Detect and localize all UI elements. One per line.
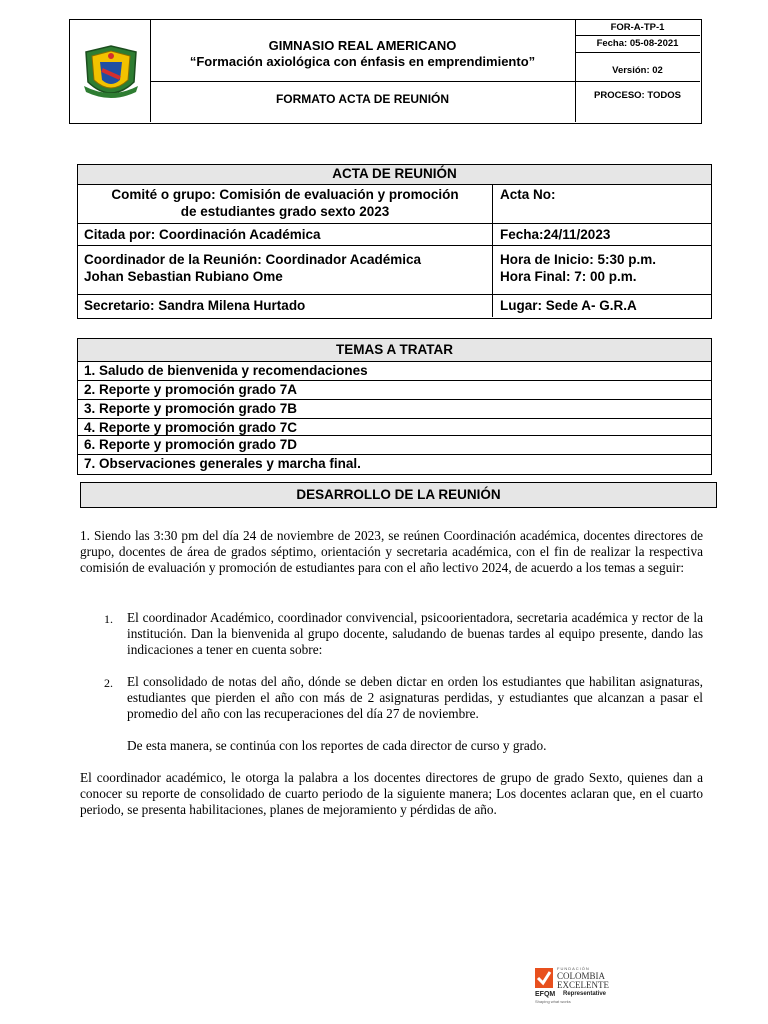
checkmark-icon (535, 968, 553, 988)
coordinator-line2: Johan Sebastian Rubiano Ome (84, 269, 283, 284)
acta-row-committee (78, 185, 711, 224)
footer-org-line1: COLOMBIA (557, 971, 606, 981)
committee-line2: de estudiantes grado sexto 2023 (180, 204, 390, 219)
title-cell (150, 20, 576, 122)
footer-efqm: EFQM (535, 991, 556, 998)
continuation-paragraph: De esta manera, se continúa con los reportes de cada director de curso y grado. (127, 738, 547, 753)
topic-item: 6. Reporte y promoción grado 7D (78, 436, 711, 455)
topics-table (77, 338, 712, 475)
school-crest-icon (80, 42, 142, 104)
topic-item: 4. Reporte y promoción grado 7C (78, 419, 711, 436)
development-heading (80, 482, 717, 508)
form-title: FORMATO ACTA DE REUNIÓN (275, 92, 450, 106)
acta-title-row (78, 165, 711, 185)
acta-table (77, 164, 712, 319)
topics-title: TEMAS A TRATAR (336, 342, 453, 357)
list-number: 2. (104, 676, 113, 690)
form-process: PROCESO: TODOS (594, 90, 681, 101)
acta-number: Acta No: (500, 187, 556, 202)
form-version: Versión: 02 (612, 65, 663, 76)
meta-cell (575, 20, 700, 122)
school-motto: “Formación axiológica con énfasis en emprendimiento” (189, 54, 536, 69)
topic-item: 1. Saludo de bienvenida y recomendaciones (78, 362, 711, 381)
development-title: DESARROLLO DE LA REUNIÓN (296, 487, 501, 502)
meeting-date: Fecha:24/11/2023 (500, 227, 611, 242)
form-code: FOR-A-TP-1 (610, 22, 665, 33)
footer-org-small: FUNDACIÓN (557, 966, 590, 971)
topics-title-row (78, 339, 711, 362)
logo-cell (70, 20, 151, 122)
footer-org-line2: EXCELENTE (557, 980, 609, 990)
coordinator-line1: Coordinador de la Reunión: Coordinador Académica (84, 252, 422, 267)
footer-logo (535, 966, 615, 1016)
topic-item: 3. Reporte y promoción grado 7B (78, 400, 711, 419)
acta-title: ACTA DE REUNIÓN (332, 166, 457, 181)
cited-by: Citada por: Coordinación Académica (84, 227, 321, 242)
document-header (69, 19, 702, 124)
intro-paragraph: 1. Siendo las 3:30 pm del día 24 de noviembre de 2023, se reúnen Coordinación académica, docentes directores de grupo, docentes de área de grados séptimo, orientación y secretaria académica, con el fin de realizar la respectiva comisión de evaluación y promoción de estudiantes para con el año lectivo 2024, de acuerdo a los temas a seguir: (80, 528, 703, 575)
committee-line1: Comité o grupo: Comisión de evaluación y promoción (111, 187, 459, 202)
acta-row-coordinator (78, 246, 711, 295)
end-time: Hora Final: 7: 00 p.m. (500, 269, 637, 284)
acta-row-secretary (78, 295, 711, 317)
closing-paragraph: El coordinador académico, le otorga la palabra a los docentes directores de grupo de grado Sexto, quienes dan a conocer su reporte de consolidado de cuarto periodo de la siguiente manera; Los docentes aclaran que, en el cuarto periodo, se presenta habilitaciones, planes de mejoramiento y pérdidas de año. (80, 770, 703, 817)
secretary: Secretario: Sandra Milena Hurtado (84, 298, 306, 313)
topic-item: 2. Reporte y promoción grado 7A (78, 381, 711, 400)
list-item-2: El consolidado de notas del año, dónde se deben dictar en orden los estudiantes que habilitan asignaturas, estudiantes que pierden el año con más de 2 asignaturas perdidas, y estudiantes que alcanzan a pasar el promedio del año con las recuperaciones del día 27 de noviembre. (127, 674, 703, 721)
start-time: Hora de Inicio: 5:30 p.m. (500, 252, 657, 267)
list-number: 1. (104, 612, 113, 626)
list-item-1: El coordinador Académico, coordinador convivencial, psicoorientadora, secretaria académica y rector de la institución. Dan la bienvenida al grupo docente, saludando de buenas tardes al equipo presente, dando las indicaciones a tener en cuenta sobre: (127, 610, 703, 657)
form-date: Fecha: 05-08-2021 (596, 38, 679, 49)
footer-tagline: Shaping what works (535, 999, 571, 1004)
topic-item: 7. Observaciones generales y marcha final. (84, 456, 361, 471)
school-name: GIMNASIO REAL AMERICANO (268, 38, 457, 53)
footer-representative: Representative (563, 991, 607, 997)
acta-row-cited (78, 224, 711, 246)
meeting-place: Lugar: Sede A- G.R.A (500, 298, 637, 313)
